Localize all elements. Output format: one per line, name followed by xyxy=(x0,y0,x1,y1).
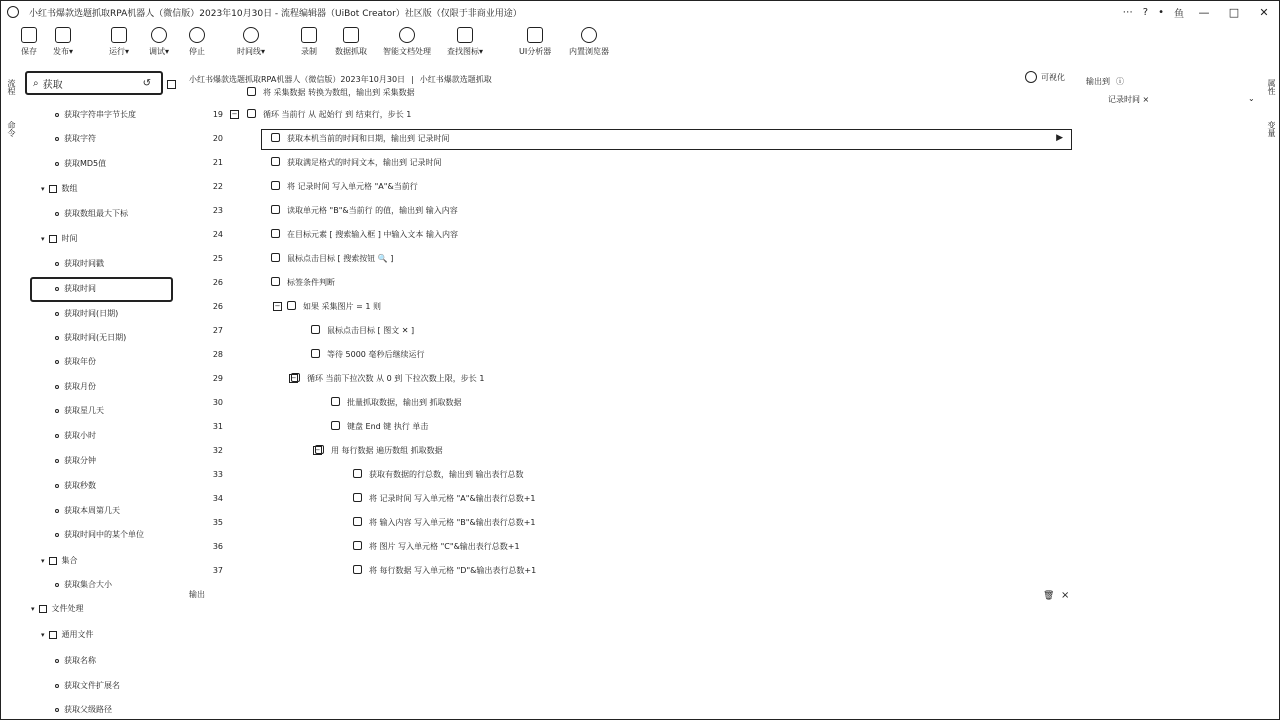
folder-icon xyxy=(49,631,57,639)
code-line[interactable] xyxy=(189,537,1069,555)
tree-item-label: 获取年份 xyxy=(64,357,96,366)
code-line[interactable] xyxy=(189,345,1069,363)
folder-icon xyxy=(49,557,57,565)
line-number: 24 xyxy=(212,229,223,239)
line-text: 读取单元格 "B"&当前行 的值，输出到 输入内容 xyxy=(287,205,458,215)
tree-item-label: 通用文件 xyxy=(61,630,94,639)
tree-item[interactable] xyxy=(55,308,118,319)
command-icon xyxy=(247,109,256,118)
code-line[interactable] xyxy=(189,201,1069,219)
line-number: 25 xyxy=(212,253,223,263)
line-text: 将 记录时间 写入单元格 "A"&输出表行总数+1 xyxy=(369,493,536,503)
tree-item[interactable] xyxy=(41,183,78,194)
code-line[interactable] xyxy=(189,85,1069,101)
line-number: 28 xyxy=(212,349,223,359)
tree-item-label: 数组 xyxy=(61,184,78,193)
clear-search-icon[interactable]: ↺ xyxy=(142,78,151,89)
code-line[interactable] xyxy=(189,177,1069,195)
tree-item[interactable] xyxy=(55,332,126,343)
code-line[interactable] xyxy=(189,441,1069,459)
play-icon[interactable]: ▶ xyxy=(1056,133,1063,143)
minimize-button[interactable]: — xyxy=(1198,5,1210,19)
title-bar xyxy=(1,1,1279,23)
line-number: 33 xyxy=(212,469,223,479)
folder-icon xyxy=(49,185,57,193)
tree-item-label: 获取名称 xyxy=(64,656,96,665)
code-line[interactable] xyxy=(189,321,1069,339)
tree-item-label: 获取小时 xyxy=(64,431,96,440)
expand-icon[interactable]: ▾ xyxy=(41,630,45,639)
tree-item[interactable] xyxy=(55,356,96,367)
tree-item-label: 时间 xyxy=(61,234,78,243)
toolbar xyxy=(1,27,1279,67)
tree-selection-highlight xyxy=(30,277,173,302)
code-line[interactable] xyxy=(189,465,1069,483)
help-circle-icon: ⓘ xyxy=(1116,77,1124,86)
line-number: 22 xyxy=(212,181,223,191)
user-name[interactable]: 鱼 xyxy=(1174,8,1184,20)
bullet-icon xyxy=(55,212,59,216)
line-number: 35 xyxy=(212,517,223,527)
trash-icon[interactable]: 🗑 xyxy=(1043,591,1055,601)
tree-item[interactable] xyxy=(41,629,94,640)
line-text: 获取满足格式的时间文本，输出到 记录时间 xyxy=(287,157,442,167)
line-number: 19 xyxy=(212,109,223,119)
visual-view-toggle[interactable]: 可视化 xyxy=(1025,71,1065,83)
code-line[interactable] xyxy=(189,225,1069,243)
line-text: 将 输入内容 写入单元格 "B"&输出表行总数+1 xyxy=(369,517,536,527)
collapse-icon[interactable]: − xyxy=(314,445,321,454)
line-text: 将 每行数据 写入单元格 "D"&输出表行总数+1 xyxy=(369,565,537,575)
tree-item[interactable] xyxy=(55,704,112,715)
tab-flow[interactable]: 流程 xyxy=(7,79,16,95)
bullet-icon xyxy=(55,434,59,438)
timeline-button[interactable]: 时间线▾ xyxy=(237,27,265,57)
tree-item-label: 获取秒数 xyxy=(64,481,96,490)
command-icon xyxy=(331,397,340,406)
line-number: 29 xyxy=(212,373,223,383)
tree-item[interactable] xyxy=(55,529,144,540)
command-icon xyxy=(353,493,362,502)
line-number: 37 xyxy=(212,565,223,575)
ui-analyzer-button[interactable]: UI分析器 xyxy=(519,27,551,57)
line-number: 30 xyxy=(212,397,223,407)
run-icon xyxy=(111,27,127,43)
window-title: 小红书爆款选题抓取RPA机器人（微信版）2023年10月30日 - 流程编辑器（UiBot Creator）社区版（仅限于非商业用途） xyxy=(29,8,522,19)
close-output-icon[interactable]: × xyxy=(1061,590,1070,601)
data-grab-button[interactable]: 数据抓取 xyxy=(335,27,367,57)
doc-ai-button[interactable]: 智能文档处理 xyxy=(383,27,431,57)
output-bar xyxy=(189,589,1079,603)
bullet-icon xyxy=(55,708,59,712)
stop-button[interactable]: 停止 xyxy=(189,27,205,57)
expand-icon[interactable]: ▾ xyxy=(41,556,45,565)
expand-icon[interactable]: ▾ xyxy=(31,604,35,613)
command-icon xyxy=(353,565,362,574)
command-icon xyxy=(271,181,280,190)
app-logo-icon xyxy=(7,6,19,18)
bullet-icon xyxy=(55,113,59,117)
command-icon xyxy=(353,517,362,526)
line-text: 批量抓取数据，输出到 抓取数据 xyxy=(347,397,462,407)
collapse-icon[interactable]: − xyxy=(274,301,281,310)
code-line[interactable] xyxy=(189,417,1069,435)
bullet-icon xyxy=(55,659,59,663)
command-icon xyxy=(271,133,280,142)
bullet-icon xyxy=(55,583,59,587)
command-icon xyxy=(271,157,280,166)
command-icon xyxy=(331,421,340,430)
help-icon[interactable]: ? xyxy=(1142,6,1149,18)
line-text: 等待 5000 毫秒后继续运行 xyxy=(327,349,425,359)
output-to-value[interactable]: 记录时间 × xyxy=(1108,95,1150,104)
run-button[interactable]: 运行▾ xyxy=(109,27,129,57)
record-button[interactable]: 录制 xyxy=(301,27,317,57)
bullet-icon xyxy=(55,137,59,141)
line-text: 循环 当前行 从 起始行 到 结束行，步长 1 xyxy=(263,109,412,119)
bullet-icon xyxy=(55,533,59,537)
search-icon: ⌕ xyxy=(33,77,39,89)
data-grab-icon xyxy=(343,27,359,43)
tree-item[interactable] xyxy=(55,455,96,466)
tree-item-label: 获取MD5值 xyxy=(64,159,107,168)
code-line[interactable] xyxy=(189,369,1069,387)
visual-icon xyxy=(1025,71,1037,83)
line-text: 循环 当前下拉次数 从 0 到 下拉次数上限，步长 1 xyxy=(307,373,485,383)
folder-icon xyxy=(49,235,57,243)
editor-tabs xyxy=(189,73,492,85)
tree-item[interactable] xyxy=(55,405,104,416)
tree-item[interactable] xyxy=(55,258,104,269)
tree-item-label: 获取集合大小 xyxy=(64,580,112,589)
expand-icon[interactable]: ▾ xyxy=(41,234,45,243)
publish-button[interactable]: 发布▾ xyxy=(53,27,73,57)
record-icon xyxy=(301,27,317,43)
line-number: 20 xyxy=(212,133,223,143)
tree-item[interactable] xyxy=(55,505,120,516)
line-text: 将 记录时间 写入单元格 "A"&当前行 xyxy=(287,181,418,191)
code-line[interactable] xyxy=(189,249,1069,267)
search-value: 获取 xyxy=(42,79,63,91)
line-number: 21 xyxy=(212,157,223,167)
stop-icon xyxy=(189,27,205,43)
tab-sub-flow[interactable]: 小红书爆款选题抓取 xyxy=(419,74,492,84)
tree-item-label: 集合 xyxy=(61,556,78,565)
bullet-icon xyxy=(55,484,59,488)
tree-item-label: 获取时间 xyxy=(64,284,96,293)
tree-item[interactable] xyxy=(55,680,120,691)
tree-item[interactable] xyxy=(55,133,96,144)
line-number: 26 xyxy=(212,277,223,287)
command-icon xyxy=(247,87,256,96)
tree-item-label: 获取时间戳 xyxy=(64,259,104,268)
folder-icon xyxy=(39,605,47,613)
bullet-icon xyxy=(55,385,59,389)
browser-icon xyxy=(581,27,597,43)
code-line[interactable] xyxy=(189,513,1069,531)
save-icon xyxy=(21,27,37,43)
tree-item[interactable] xyxy=(55,480,96,491)
tree-item-label: 获取父级路径 xyxy=(64,705,112,714)
debug-icon xyxy=(151,27,167,43)
tab-commands[interactable]: 命令 xyxy=(7,121,16,137)
tree-item-label: 获取数组最大下标 xyxy=(64,209,128,218)
code-line[interactable] xyxy=(189,129,1069,147)
tree-item-label: 获取月份 xyxy=(64,382,96,391)
line-number: 32 xyxy=(212,445,223,455)
bullet-icon xyxy=(55,409,59,413)
line-number: 36 xyxy=(212,541,223,551)
code-line[interactable] xyxy=(189,489,1069,507)
code-line[interactable] xyxy=(189,105,1069,123)
tree-item-label: 获取字符串字节长度 xyxy=(64,110,136,119)
line-number: 27 xyxy=(212,325,223,335)
code-line[interactable] xyxy=(189,297,1069,315)
line-text: 将 采集数据 转换为数组，输出到 采集数据 xyxy=(263,87,415,97)
doc-ai-icon xyxy=(399,27,415,43)
tree-item-label: 获取时间(无日期) xyxy=(64,333,127,342)
code-line[interactable] xyxy=(189,561,1069,579)
line-number: 31 xyxy=(212,421,223,431)
left-side-tabs xyxy=(1,71,19,711)
bullet-icon xyxy=(55,360,59,364)
command-icon xyxy=(315,445,324,454)
line-text: 如果 采集图片 = 1 则 xyxy=(303,301,381,311)
command-icon xyxy=(287,301,296,310)
dropdown-chevron-icon[interactable]: ⌄ xyxy=(1248,94,1255,103)
tree-item[interactable] xyxy=(55,655,96,666)
tree-item-label: 获取本周第几天 xyxy=(64,506,120,515)
line-text: 在目标元素 [ 搜索输入框 ] 中输入文本 输入内容 xyxy=(287,229,458,239)
tab-properties[interactable]: 属性 xyxy=(1267,79,1276,95)
tree-item-label: 获取文件扩展名 xyxy=(64,681,120,690)
flow-editor xyxy=(189,85,1079,585)
search-input[interactable] xyxy=(25,71,163,95)
code-line[interactable] xyxy=(189,393,1069,411)
command-icon xyxy=(353,469,362,478)
line-number: 26 xyxy=(212,301,223,311)
command-icon xyxy=(271,229,280,238)
find-image-button[interactable]: 查找图标▾ xyxy=(447,27,483,57)
tab-separator-icon: | xyxy=(411,74,414,84)
line-text: 键盘 End 键 执行 单击 xyxy=(347,421,429,431)
publish-icon xyxy=(55,27,71,43)
command-icon xyxy=(271,253,280,262)
tree-item-label: 文件处理 xyxy=(51,604,84,613)
line-text: 获取有数据的行总数，输出到 输出表行总数 xyxy=(369,469,524,479)
bullet-icon xyxy=(55,509,59,513)
line-number: 34 xyxy=(212,493,223,503)
tab-variables[interactable]: 变量 xyxy=(1267,121,1276,137)
command-icon xyxy=(311,325,320,334)
output-label: 输出 xyxy=(189,590,205,599)
tree-item-label: 获取分钟 xyxy=(64,456,96,465)
tree-item[interactable] xyxy=(55,579,112,590)
command-icon xyxy=(271,277,280,286)
command-icon xyxy=(291,373,300,382)
line-number: 23 xyxy=(212,205,223,215)
timeline-icon xyxy=(243,27,259,43)
tab-main-flow[interactable]: 小红书爆款选题抓取RPA机器人（微信版）2023年10月30日 xyxy=(189,74,406,84)
line-text: 获取本机当前的时间和日期，输出到 记录时间 xyxy=(287,133,450,143)
tree-item-label: 获取字符 xyxy=(64,134,96,143)
find-image-icon xyxy=(457,27,473,43)
bullet-icon xyxy=(55,162,59,166)
collapse-icon[interactable]: − xyxy=(231,109,238,118)
line-text: 鼠标点击目标 [ 搜索按钮 🔍 ] xyxy=(287,253,394,263)
bullet-icon xyxy=(55,459,59,463)
bullet-icon xyxy=(55,336,59,340)
command-icon xyxy=(311,349,320,358)
collapse-icon[interactable]: − xyxy=(290,373,297,382)
tree-item[interactable] xyxy=(41,555,78,566)
status-dot-icon: • xyxy=(1158,6,1164,18)
right-side-tabs xyxy=(1261,71,1279,711)
debug-button[interactable]: 调试▾ xyxy=(149,27,169,57)
line-text: 用 每行数据 遍历数组 抓取数据 xyxy=(331,445,443,455)
tree-item[interactable] xyxy=(55,381,96,392)
code-line[interactable] xyxy=(189,153,1069,171)
command-icon xyxy=(271,205,280,214)
ui-analyzer-icon xyxy=(527,27,543,43)
output-to-label: 输出到 xyxy=(1086,77,1110,86)
tree-item[interactable] xyxy=(55,430,96,441)
code-line[interactable] xyxy=(189,273,1069,291)
bullet-icon xyxy=(55,312,59,316)
tree-item-label: 获取星几天 xyxy=(64,406,104,415)
collapse-panel-icon[interactable] xyxy=(167,80,176,89)
line-text: 鼠标点击目标 [ 图文 ✕ ] xyxy=(327,325,415,335)
save-button[interactable]: 保存 xyxy=(21,27,37,57)
tree-item-label: 获取时间中的某个单位 xyxy=(64,530,144,539)
tree-item-label: 获取时间(日期) xyxy=(64,309,119,318)
tree-item[interactable] xyxy=(55,158,106,169)
expand-icon[interactable]: ▾ xyxy=(41,184,45,193)
command-icon xyxy=(353,541,362,550)
close-button[interactable]: ✕ xyxy=(1259,5,1269,19)
line-text: 将 图片 写入单元格 "C"&输出表行总数+1 xyxy=(369,541,520,551)
maximize-button[interactable]: □ xyxy=(1228,5,1240,19)
tree-item[interactable] xyxy=(55,208,128,219)
bullet-icon xyxy=(55,262,59,266)
tree-item[interactable] xyxy=(31,603,84,614)
line-text: 标签条件判断 xyxy=(287,277,335,287)
browser-button[interactable]: 内置浏览器 xyxy=(569,27,609,57)
tree-item[interactable] xyxy=(55,109,136,120)
bullet-icon xyxy=(55,684,59,688)
more-icon[interactable]: ⋯ xyxy=(1122,6,1133,18)
tree-item[interactable] xyxy=(41,233,78,244)
